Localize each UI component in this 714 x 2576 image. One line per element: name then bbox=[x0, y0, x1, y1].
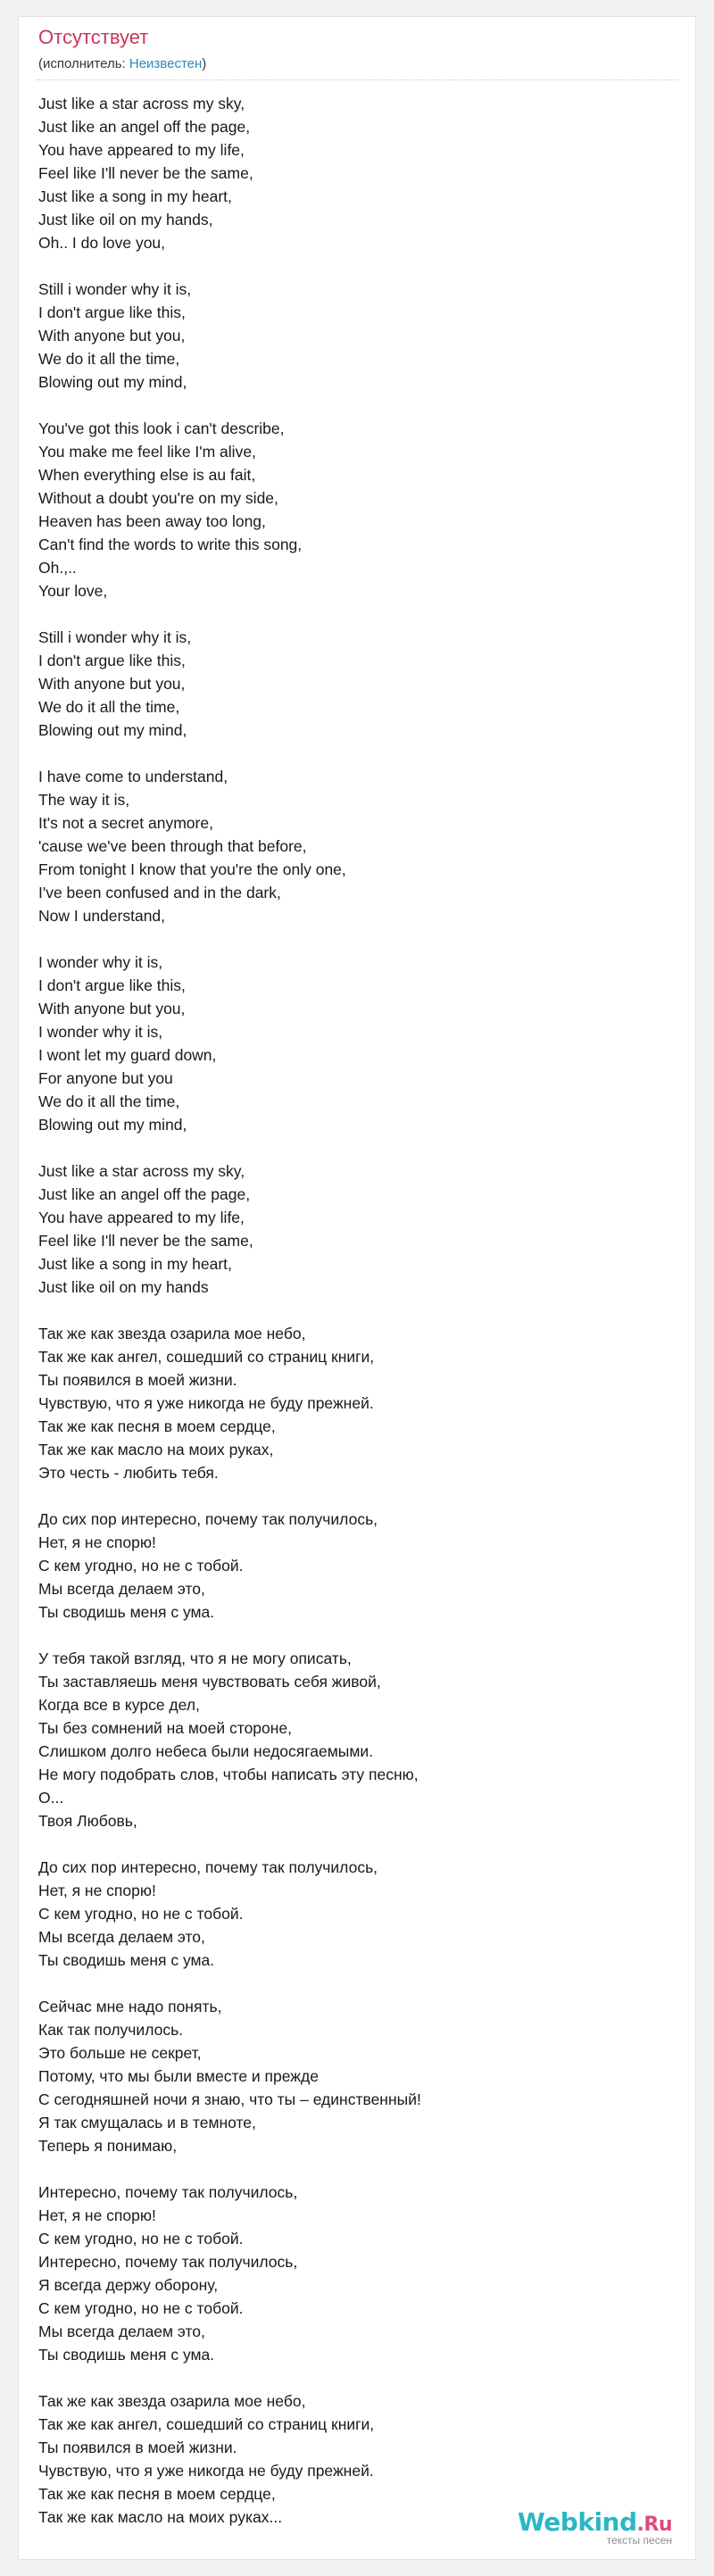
lyric-line: Так же как песня в моем сердце, bbox=[38, 1417, 276, 1435]
lyric-line: Интересно, почему так получилось, bbox=[38, 2183, 298, 2201]
lyric-line: You've got this look i can't describe, bbox=[38, 420, 285, 437]
lyric-line: We do it all the time, bbox=[38, 1093, 180, 1110]
lyric-line: До сих пор интересно, почему так получилось, bbox=[38, 1858, 378, 1876]
lyric-line: Так же как ангел, сошедший со страниц книги, bbox=[38, 1348, 375, 1366]
lyric-line: С кем угодно, но не с тобой. bbox=[38, 1905, 244, 1923]
lyric-line: С кем угодно, но не с тобой. bbox=[38, 2299, 244, 2317]
lyric-line: Heaven has been away too long, bbox=[38, 512, 266, 530]
lyric-line: 'cause we've been through that before, bbox=[38, 837, 307, 855]
lyric-line: Oh.,.. bbox=[38, 559, 77, 577]
lyrics-stanza bbox=[38, 1508, 681, 1624]
lyrics-stanza bbox=[38, 951, 681, 1136]
lyric-line: Ты заставляешь меня чувствовать себя живой, bbox=[38, 1673, 381, 1691]
lyric-line: Так же как масло на моих руках, bbox=[38, 1441, 274, 1458]
lyrics-stanza bbox=[38, 92, 681, 254]
lyric-line: Feel like I'll never be the same, bbox=[38, 164, 253, 182]
lyric-line: Твоя Любовь, bbox=[38, 1812, 137, 1830]
lyric-line: For anyone but you bbox=[38, 1069, 173, 1087]
lyric-line: Just like a song in my heart, bbox=[38, 187, 232, 205]
lyric-line: Just like oil on my hands, bbox=[38, 211, 213, 229]
artist-prefix: (исполнитель: bbox=[38, 56, 129, 71]
lyric-line: With anyone but you, bbox=[38, 327, 186, 345]
lyric-line: Can't find the words to write this song, bbox=[38, 536, 303, 553]
lyric-line: It's not a secret anymore, bbox=[38, 814, 213, 832]
lyric-line: О... bbox=[38, 1789, 64, 1807]
lyrics-stanza bbox=[38, 417, 681, 602]
lyric-line: С кем угодно, но не с тобой. bbox=[38, 1557, 244, 1575]
lyric-line: Чувствую, что я уже никогда не буду прежней. bbox=[38, 2462, 374, 2480]
lyric-line: You have appeared to my life, bbox=[38, 1209, 245, 1226]
lyric-line: Я всегда держу оборону, bbox=[38, 2276, 219, 2294]
lyric-line: Это больше не секрет, bbox=[38, 2044, 202, 2062]
lyrics-stanza bbox=[38, 626, 681, 742]
lyrics-card bbox=[18, 16, 696, 2560]
lyric-line: Нет, я не спорю! bbox=[38, 1533, 156, 1551]
song-title: Отсутствует bbox=[38, 26, 149, 48]
lyric-line: Так же как песня в моем сердце, bbox=[38, 2485, 276, 2503]
lyrics-stanza bbox=[38, 765, 681, 927]
lyrics-stanza bbox=[38, 2181, 681, 2366]
site-logo[interactable] bbox=[518, 2507, 672, 2547]
lyrics-stanza bbox=[38, 1856, 681, 1972]
lyrics-body bbox=[38, 92, 681, 2552]
lyric-line: Нет, я не спорю! bbox=[38, 2206, 156, 2224]
lyric-line: Just like a song in my heart, bbox=[38, 1255, 232, 1273]
lyric-line: Ты появился в моей жизни. bbox=[38, 2439, 237, 2456]
lyric-line: You make me feel like I'm alive, bbox=[38, 443, 256, 461]
lyric-line: Feel like I'll never be the same, bbox=[38, 1232, 253, 1250]
lyric-line: Потому, что мы были вместе и прежде bbox=[38, 2067, 319, 2085]
lyric-line: Чувствую, что я уже никогда не буду прежней. bbox=[38, 1394, 374, 1412]
lyric-line: Still i wonder why it is, bbox=[38, 628, 192, 646]
lyric-line: Just like an angel off the page, bbox=[38, 118, 251, 136]
lyric-line: I wonder why it is, bbox=[38, 953, 163, 971]
lyric-line: Слишком долго небеса были недосягаемыми. bbox=[38, 1742, 373, 1760]
lyric-line: I don't argue like this, bbox=[38, 652, 186, 669]
lyrics-stanza bbox=[38, 1159, 681, 1299]
lyric-line: Your love, bbox=[38, 582, 108, 600]
lyric-line: Just like an angel off the page, bbox=[38, 1185, 251, 1203]
logo-brand: Webkind bbox=[517, 2507, 637, 2537]
lyrics-stanza bbox=[38, 1995, 681, 2157]
lyric-line: Just like a star across my sky, bbox=[38, 1162, 245, 1180]
lyric-line: We do it all the time, bbox=[38, 698, 180, 716]
lyric-line: С сегодняшней ночи я знаю, что ты – единственный! bbox=[38, 2090, 421, 2108]
lyric-line: Так же как звезда озарила мое небо, bbox=[38, 2392, 306, 2410]
lyric-line: Мы всегда делаем это, bbox=[38, 1580, 205, 1598]
lyric-line: Так же как звезда озарила мое небо, bbox=[38, 1325, 306, 1342]
lyric-line: I wonder why it is, bbox=[38, 1023, 163, 1041]
lyric-line: Now I understand, bbox=[38, 907, 166, 925]
artist-suffix: ) bbox=[202, 56, 207, 71]
lyric-line: Ты сводишь меня с ума. bbox=[38, 1603, 215, 1621]
lyric-line: Это честь - любить тебя. bbox=[38, 1464, 219, 1482]
lyrics-stanza bbox=[38, 1322, 681, 1484]
title-separator bbox=[37, 79, 677, 80]
lyric-line: Мы всегда делаем это, bbox=[38, 2323, 205, 2340]
lyric-line: Just like oil on my hands bbox=[38, 1278, 209, 1296]
lyric-line: You have appeared to my life, bbox=[38, 141, 245, 159]
logo-wordmark bbox=[518, 2507, 672, 2537]
lyric-line: Oh.. I do love you, bbox=[38, 234, 166, 252]
lyric-line: When everything else is au fait, bbox=[38, 466, 256, 484]
lyric-line: Blowing out my mind, bbox=[38, 721, 187, 739]
lyric-line: With anyone but you, bbox=[38, 1000, 186, 1018]
lyric-line: До сих пор интересно, почему так получилось, bbox=[38, 1510, 378, 1528]
lyric-line: The way it is, bbox=[38, 791, 130, 809]
lyric-line: Ты сводишь меня с ума. bbox=[38, 1951, 215, 1969]
lyric-line: Still i wonder why it is, bbox=[38, 280, 192, 298]
lyric-line: I've been confused and in the dark, bbox=[38, 884, 281, 902]
lyric-line: Blowing out my mind, bbox=[38, 1116, 187, 1134]
artist-line bbox=[38, 56, 206, 71]
lyric-line: Так же как масло на моих руках... bbox=[38, 2508, 283, 2526]
lyric-line: We do it all the time, bbox=[38, 350, 180, 368]
lyric-line: I have come to understand, bbox=[38, 768, 228, 785]
lyric-line: Without a doubt you're on my side, bbox=[38, 489, 278, 507]
lyric-line: Когда все в курсе дел, bbox=[38, 1696, 200, 1714]
lyric-line: Ты сводишь меня с ума. bbox=[38, 2346, 215, 2364]
logo-tld: .Ru bbox=[636, 2514, 672, 2536]
lyric-line: Blowing out my mind, bbox=[38, 373, 187, 391]
lyric-line: Нет, я не спорю! bbox=[38, 1882, 156, 1899]
artist-link[interactable]: Неизвестен bbox=[129, 56, 203, 71]
lyric-line: Как так получилось. bbox=[38, 2021, 184, 2039]
lyric-line: Так же как ангел, сошедший со страниц книги, bbox=[38, 2415, 375, 2433]
lyric-line: Ты без сомнений на моей стороне, bbox=[38, 1719, 293, 1737]
lyric-line: Интересно, почему так получилось, bbox=[38, 2253, 298, 2271]
lyric-line: From tonight I know that you're the only one, bbox=[38, 860, 346, 878]
lyric-line: Ты появился в моей жизни. bbox=[38, 1371, 237, 1389]
lyric-line: Just like a star across my sky, bbox=[38, 95, 245, 112]
lyric-line: I don't argue like this, bbox=[38, 976, 186, 994]
lyric-line: Теперь я понимаю, bbox=[38, 2137, 178, 2155]
lyric-line: Мы всегда делаем это, bbox=[38, 1928, 205, 1946]
lyric-line: Я так смущалась и в темноте, bbox=[38, 2114, 256, 2131]
lyric-line: I wont let my guard down, bbox=[38, 1046, 217, 1064]
lyrics-stanza bbox=[38, 1647, 681, 1832]
lyric-line: С кем угодно, но не с тобой. bbox=[38, 2230, 244, 2248]
lyric-line: With anyone but you, bbox=[38, 675, 186, 693]
lyrics-stanza bbox=[38, 278, 681, 394]
lyric-line: Не могу подобрать слов, чтобы написать эту песню, bbox=[38, 1766, 419, 1783]
lyric-line: I don't argue like this, bbox=[38, 303, 186, 321]
lyric-line: У тебя такой взгляд, что я не могу описать, bbox=[38, 1649, 352, 1667]
lyric-line: Сейчас мне надо понять, bbox=[38, 1998, 222, 2015]
logo-tagline: тексты песен bbox=[606, 2534, 672, 2547]
